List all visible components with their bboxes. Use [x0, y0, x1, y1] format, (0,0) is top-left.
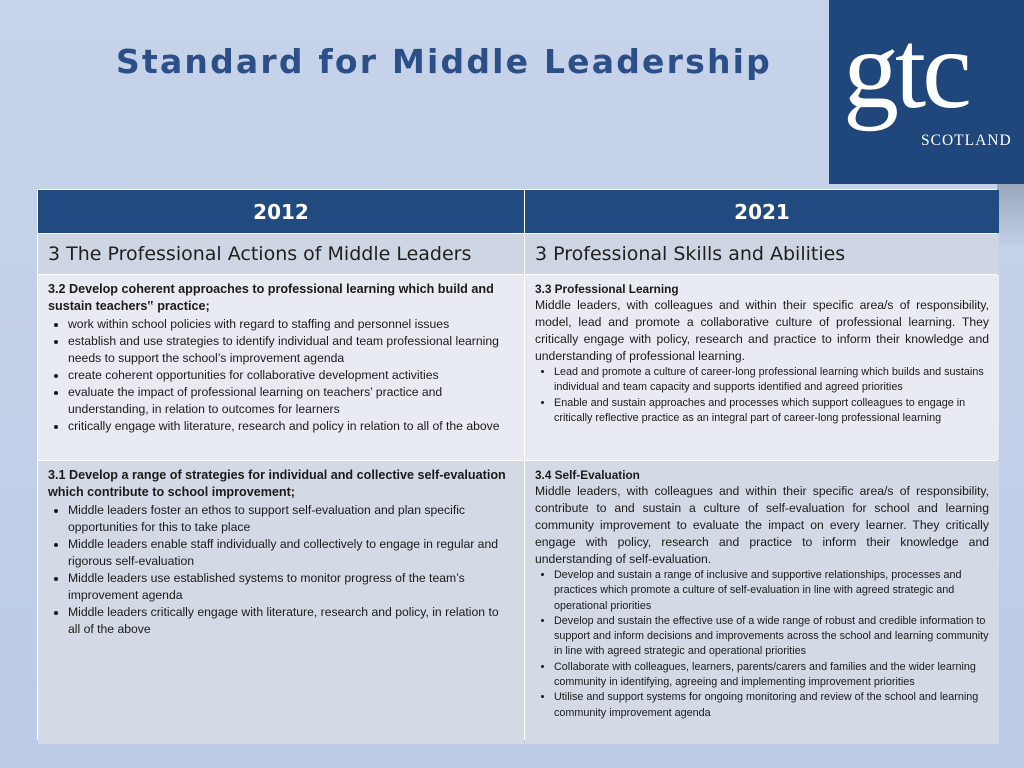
logo-shadow	[997, 184, 1024, 244]
page-title: Standard for Middle Leadership	[116, 42, 772, 81]
cell-2021-self-evaluation	[525, 461, 999, 744]
logo-wordmark: gtc	[843, 8, 968, 132]
section-heading-3-1: 3.1 Develop a range of strategies for individual and collective self-evaluation which contribute to school improvement;	[48, 468, 506, 499]
subheader-2021: 3 Professional Skills and Abilities	[525, 234, 999, 274]
gtc-scotland-logo	[829, 0, 1024, 184]
list-item: • Lead and promote a culture of career-long professional learning which builds and sustains individual and team capacity and supports identified and agreed priorities	[554, 365, 989, 396]
column-header-2021: 2021	[525, 190, 999, 233]
comparison-table	[37, 189, 997, 740]
list-item: • Collaborate with colleagues, learners, parents/carers and families and the wider learning community in identifying, agreeing and implementing improvement priorities	[554, 660, 989, 691]
list-item: • Middle leaders critically engage with literature, research and policy, in relation to all of the above	[68, 604, 514, 638]
list-item: • Enable and sustain approaches and processes which support colleagues to engage in critically reflective practice as an integral part of career-long professional learning	[554, 396, 989, 427]
cell-2021-professional-learning	[525, 275, 999, 460]
list-item: • Middle leaders use established systems to monitor progress of the team’s improvement agenda	[68, 570, 514, 604]
list-item: • Develop and sustain the effective use of a wide range of robust and credible information to support and inform decisions and improvements across the school and learning community in line with agreed strategic and operational priorities	[554, 614, 989, 660]
list-item: • work within school policies with regard to staffing and personnel issues	[68, 316, 514, 333]
list-item: • Middle leaders foster an ethos to support self-evaluation and plan specific opportunities for this to take place	[68, 502, 514, 536]
list-item: • Develop and sustain a range of inclusive and supportive relationships, processes and practices which promote a culture of self-evaluation in line with agreed strategic and operational priorities	[554, 568, 989, 614]
subheader-2012: 3 The Professional Actions of Middle Leaders	[38, 234, 524, 274]
section-heading-3-3: 3.3 Professional Learning	[535, 282, 679, 296]
list-item: • establish and use strategies to identify individual and team professional learning needs to support the school’s improvement agenda	[68, 333, 514, 367]
section-paragraph-3-4: Middle leaders, with colleagues and within their specific area/s of responsibility, contribute to and sustain a culture of self-evaluation for school and learning community improvement to evaluate the impact on every learner. They critically engage with policy, research and practice to inform their knowledge and understanding of self-evaluation.	[535, 484, 989, 566]
bullet-list-3-1	[48, 502, 514, 638]
cell-2012-professional-learning	[38, 275, 524, 460]
column-header-2012: 2012	[38, 190, 524, 233]
list-item: • critically engage with literature, research and policy in relation to all of the above	[68, 418, 514, 435]
bullet-list-3-3	[535, 365, 989, 426]
bullet-list-3-2	[48, 316, 514, 435]
section-heading-3-4: 3.4 Self-Evaluation	[535, 468, 640, 482]
bullet-list-3-4	[535, 568, 989, 721]
list-item: • evaluate the impact of professional learning on teachers’ practice and understanding, in relation to outcomes for learners	[68, 384, 514, 418]
list-item: • Utilise and support systems for ongoing monitoring and review of the school and learning community improvement agenda	[554, 690, 989, 721]
section-paragraph-3-3: Middle leaders, with colleagues and within their specific area/s of responsibility, model, lead and promote a collaborative culture of professional learning. They critically engage with policy, research and practice to inform their knowledge and understanding of professional learning.	[535, 298, 989, 363]
logo-subtitle: SCOTLAND	[921, 132, 1012, 149]
list-item: • Middle leaders enable staff individually and collectively to engage in regular and rigorous self-evaluation	[68, 536, 514, 570]
list-item: • create coherent opportunities for collaborative development activities	[68, 367, 514, 384]
cell-2012-self-evaluation	[38, 461, 524, 744]
section-heading-3-2: 3.2 Develop coherent approaches to professional learning which build and sustain teachers‟ practice;	[48, 282, 494, 313]
